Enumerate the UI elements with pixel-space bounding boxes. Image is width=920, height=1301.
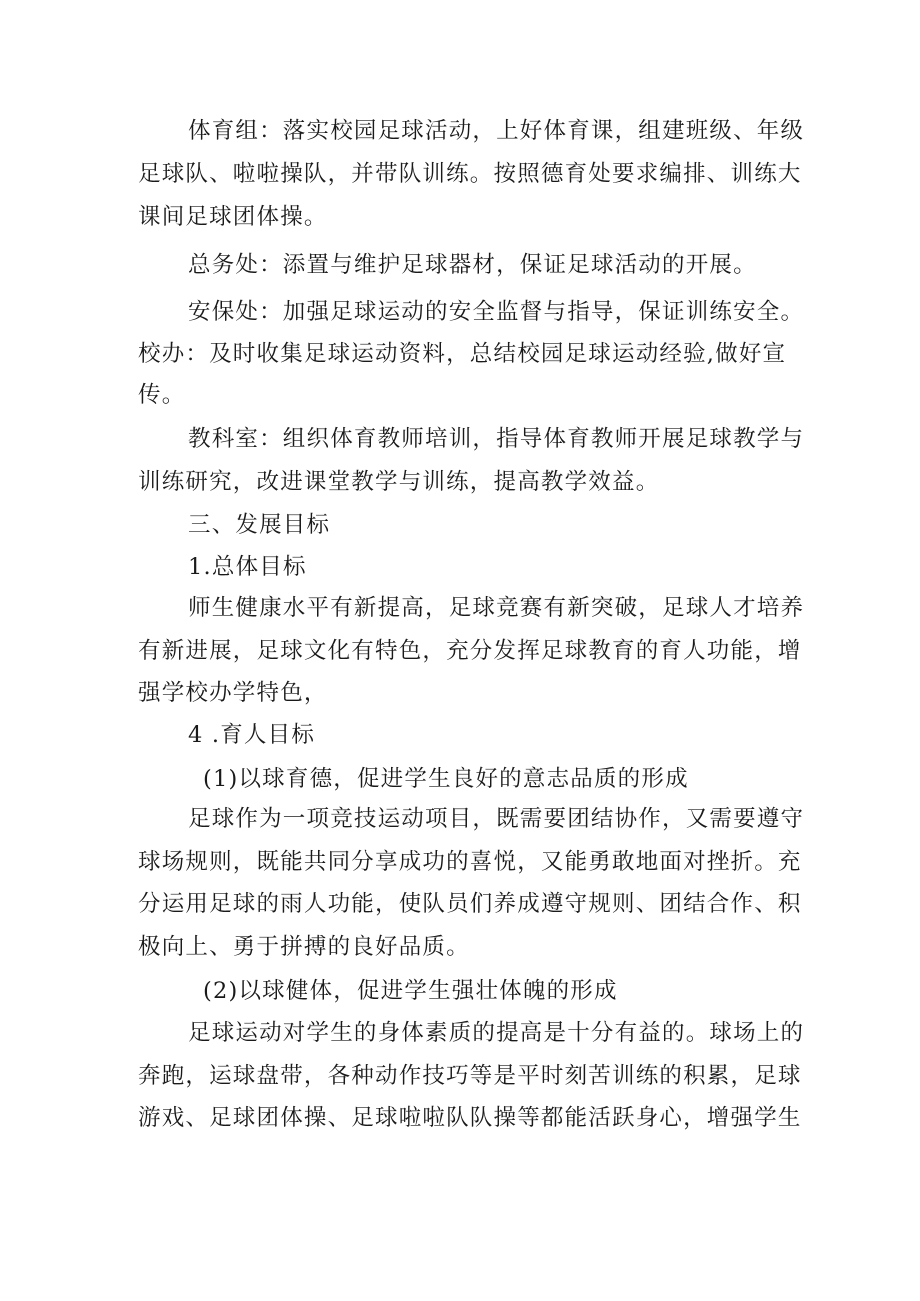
subsection-heading: 4 .育人目标 — [188, 722, 316, 748]
paragraph-line: 教科室：组织体育教师培训，指导体育教师开展足球教学与 — [188, 426, 805, 452]
paragraph-line: 安保处：加强足球运动的安全监督与指导，保证训练安全。 — [188, 299, 805, 325]
paragraph-line: 奔跑，运球盘带，各种动作技巧等是平时刻苦训练的积累，足球 — [138, 1063, 802, 1089]
paragraph-line: 极向上、勇于拼搏的良好品质。 — [138, 934, 470, 960]
paragraph-line: 师生健康水平有新提高，足球竞赛有新突破，足球人才培养 — [188, 595, 805, 621]
paragraph-line: 强学校办学特色， — [138, 680, 328, 706]
paragraph-line: 校办：及时收集足球运动资料，总结校园足球运动经验,做好宣 — [138, 341, 787, 367]
paragraph-line: 课间足球团体操。 — [138, 204, 328, 230]
paragraph-line: 传。 — [138, 382, 186, 408]
subsection-heading: (2)以球健体，促进学生强壮体魄的形成 — [203, 978, 618, 1004]
paragraph-line: 总务处：添置与维护足球器材，保证足球活动的开展。 — [188, 252, 757, 278]
paragraph-line: 体育组：落实校园足球活动，上好体育课，组建班级、年级 — [188, 118, 805, 144]
subsection-heading: 1.总体目标 — [188, 554, 307, 580]
section-heading: 三、发展目标 — [188, 512, 331, 538]
paragraph-line: 游戏、足球团体操、足球啦啦队队操等都能活跃身心，增强学生 — [138, 1105, 802, 1131]
paragraph-line: 足球运动对学生的身体素质的提高是十分有益的。球场上的 — [188, 1020, 805, 1046]
paragraph-line: 训练研究，改进课堂教学与训练，提高教学效益。 — [138, 469, 660, 495]
paragraph-line: 足球队、啦啦操队，并带队训练。按照德育处要求编排、训练大 — [138, 161, 802, 187]
subsection-heading: (1)以球育德，促进学生良好的意志品质的形成 — [203, 766, 689, 792]
paragraph-line: 分运用足球的雨人功能，使队员们养成遵守规则、团结合作、积 — [138, 891, 802, 917]
paragraph-line: 球场规则，既能共同分享成功的喜悦，又能勇敢地面对挫折。充 — [138, 849, 802, 875]
paragraph-line: 有新进展，足球文化有特色，充分发挥足球教育的育人功能，增 — [138, 638, 802, 664]
paragraph-line: 足球作为一项竞技运动项目，既需要团结协作，又需要遵守 — [188, 806, 805, 832]
